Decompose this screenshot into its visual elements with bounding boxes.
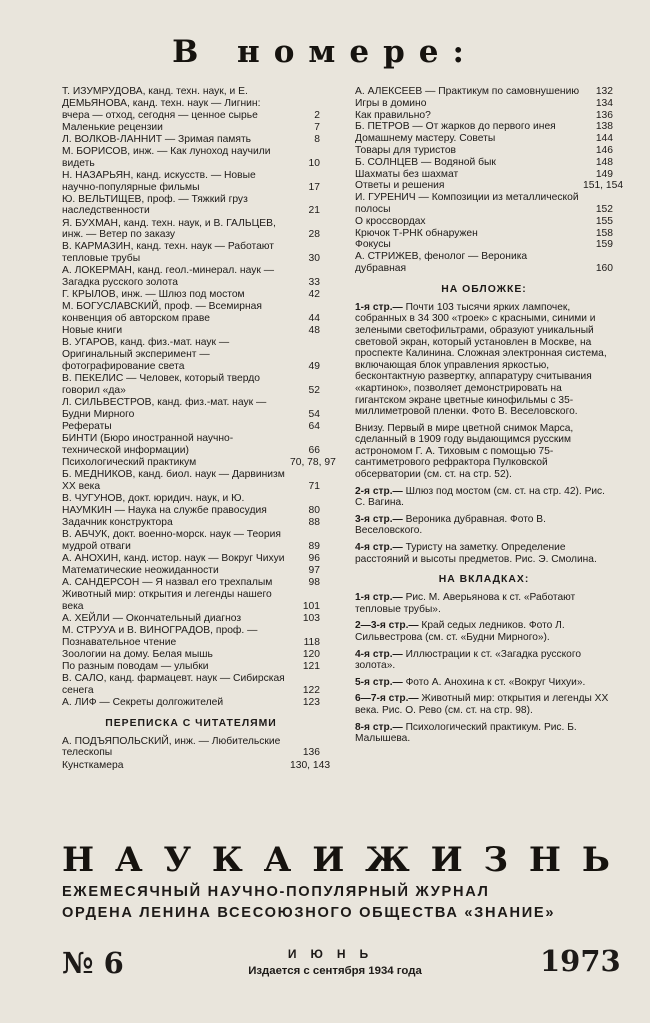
toc-entry-title: А. АЛЕКСЕЕВ — Практикум по самовнушению xyxy=(355,86,580,97)
toc-entry-title: Л. ВОЛКОВ-ЛАННИТ — Зримая память xyxy=(62,133,252,145)
toc-entry xyxy=(62,759,331,772)
toc-entry xyxy=(62,613,320,625)
caption-note xyxy=(355,592,613,615)
toc-entry xyxy=(62,736,320,760)
toc-entry xyxy=(355,239,613,251)
issue-number: № 6 xyxy=(62,946,124,980)
toc-entry xyxy=(355,86,613,98)
caption-text: Животный мир: открытия и легенды XX века. Рис. О. Рево (см. ст. на стр. 98). xyxy=(355,693,609,716)
toc-entry-page: 132 xyxy=(595,86,613,97)
caption-note xyxy=(355,693,613,716)
caption-page-label: 2-я стр.— xyxy=(355,485,406,497)
toc-entry xyxy=(62,493,320,517)
toc-entry xyxy=(355,216,613,228)
magazine-title-letter: Ь xyxy=(581,840,610,880)
caption-text: Рис. М. Аверьянова к ст. «Работают тепловые трубы». xyxy=(355,592,576,615)
toc-entry-title: Задачник конструктора xyxy=(62,516,173,528)
magazine-title-letter: Ж xyxy=(365,840,410,880)
magazine-title-letter: К xyxy=(211,840,243,880)
toc-entry-title: Б. СОЛНЦЕВ — Водяной бык xyxy=(355,156,496,168)
toc-entry-title: А. ПОДЪЯПОЛЬСКИЙ, инж. — Любительские телескопы xyxy=(62,735,281,759)
toc-entry-title: Н. НАЗАРЬЯН, канд. искусств. — Новые научно-популярные фильмы xyxy=(62,169,256,193)
toc-entry-title: А. ХЕЙЛИ — Окончательный диагноз xyxy=(62,612,242,624)
toc-entry xyxy=(62,86,320,121)
toc-entry-title: М. СТРУУА и В. ВИНОГРАДОВ, проф. — Познавательное чтение xyxy=(62,624,258,648)
toc-entry-title: В. УГАРОВ, канд. физ.-мат. наук — Оригинальный эксперимент — фотографирование света xyxy=(62,337,230,372)
toc-entry-page: 122 xyxy=(302,684,320,696)
caption-text: Психологический практикум. Рис. Б. Малышева. xyxy=(355,721,577,745)
toc-entry-page: 159 xyxy=(595,239,613,251)
toc-entry xyxy=(62,577,320,589)
issue-year: 1973 xyxy=(540,944,621,978)
toc-entry xyxy=(62,134,320,146)
toc-entry-title: Ответы и решения xyxy=(355,180,445,192)
magazine-title-letter: Н xyxy=(62,840,95,880)
published-since: Издается с сентября 1934 года xyxy=(248,965,422,977)
toc-entry-title: По разным поводам — улыбки xyxy=(62,660,209,672)
toc-entry xyxy=(62,421,320,433)
toc-entry-page: 155 xyxy=(595,215,613,227)
magazine-subtitle-2: ОРДЕНА ЛЕНИНА ВСЕСОЮЗНОГО ОБЩЕСТВА «ЗНАНИЕ» xyxy=(62,905,556,921)
caption-text: Внизу. Первый в мире цветной снимок Марса, сделанный в 1909 году выдающимся русским астрономом Г. А. Тиховым с помощью 75-сантиметрового рефрактора Пулковской обсерватории (см. ст. на стр. 52). xyxy=(355,422,574,481)
caption-text: Туристу на заметку. Определение расстояний и высоты предметов. Рис. Э. Смолина. xyxy=(355,542,597,565)
toc-entry-page: 158 xyxy=(595,227,613,239)
toc-entry-title: Б. МЕДНИКОВ, канд. биол. наук — Дарвинизм XX века xyxy=(62,468,285,492)
toc-entry-page: 2 xyxy=(314,109,320,121)
cover-section-title: НА ОБЛОЖКЕ: xyxy=(441,283,527,295)
toc-entry-page: 98 xyxy=(308,576,320,588)
toc-entry-page: 134 xyxy=(595,97,613,109)
toc-entry-page: 149 xyxy=(595,168,613,180)
toc-entry xyxy=(62,649,320,661)
caption-text: Почти 103 тысячи ярких лампочек, собранных в 34 300 «троек» с красными, синими и зелеными светофильтрами, образуют уникальный световой экран, который установлен в Москве, на проспекте Калинина. Сложная электронная система, включающая блок управления яркостью, бесконтактную развертку, аппаратуру считывания «картинок», позволяет демонстрировать на гигантском экране цветные кинофильмы с 35-миллиметровой пленки. Фото В. Веселовского. xyxy=(355,301,607,418)
toc-entry-page: 10 xyxy=(308,157,320,169)
toc-entry-title: Домашнему мастеру. Советы xyxy=(355,133,496,145)
caption-page-label: 1-я стр.— xyxy=(355,592,406,604)
toc-entry-page: 146 xyxy=(595,144,613,156)
toc-entry xyxy=(355,169,613,181)
toc-entry xyxy=(62,517,320,529)
caption-note xyxy=(355,542,613,565)
toc-entry-title: БИНТИ (Бюро иностранной научно-технической информации) xyxy=(62,432,234,456)
magazine-title-letter: У xyxy=(163,840,192,880)
toc-entry xyxy=(355,133,613,145)
toc-entry-page: 8 xyxy=(314,133,320,145)
magazine-title-letter: И xyxy=(312,840,345,880)
toc-entry-page: 80 xyxy=(308,504,320,516)
toc-entry-page: 118 xyxy=(303,636,320,648)
toc-left-column xyxy=(62,86,336,772)
toc-entry-title: Б. ПЕТРОВ — От жарков до первого инея xyxy=(355,121,556,133)
toc-entry-title: Л. СИЛЬВЕСТРОВ, канд. физ.-мат. наук — Будни Мирного xyxy=(62,396,267,420)
toc-entry xyxy=(355,98,613,110)
magazine-title-letter: Н xyxy=(528,840,562,880)
toc-entry xyxy=(62,289,320,301)
toc-entry-page: 54 xyxy=(308,408,320,420)
toc-entry-page: 7 xyxy=(314,121,320,133)
toc-entry-page: 64 xyxy=(308,420,320,432)
toc-entry-title: В. КАРМАЗИН, канд. техн. наук — Работают тепловые трубы xyxy=(62,241,275,265)
toc-entry-page: 48 xyxy=(308,325,320,337)
toc-entry-page: 152 xyxy=(595,203,613,215)
toc-entry-page: 70, 78, 97 xyxy=(290,456,336,468)
toc-entry-page: 130, 143 xyxy=(290,759,331,771)
toc-entry xyxy=(62,529,320,553)
toc-entry xyxy=(62,673,320,697)
toc-entry-title: Зоологии на дому. Белая мышь xyxy=(62,648,213,660)
toc-entry-title: А. АНОХИН, канд. истор. наук — Вокруг Чихуи xyxy=(62,552,285,564)
toc-entry xyxy=(62,661,320,673)
toc-entry-title: Маленькие рецензии xyxy=(62,121,163,133)
toc-entry xyxy=(62,373,320,397)
toc-entry-page: 121 xyxy=(302,660,320,672)
toc-entry-page: 52 xyxy=(308,384,320,396)
correspondence-title: ПЕРЕПИСКА С ЧИТАТЕЛЯМИ xyxy=(105,717,277,729)
toc-entry xyxy=(62,301,320,325)
toc-entry xyxy=(355,157,613,169)
toc-entry xyxy=(62,565,320,577)
magazine-title-letter: З xyxy=(483,840,509,880)
magazine-title-letter: А xyxy=(263,840,292,880)
toc-entry-page: 88 xyxy=(308,516,320,528)
toc-entry-title: Товары для туристов xyxy=(355,144,457,156)
toc-entry-page: 71 xyxy=(308,480,320,492)
toc-entry-title: Кунсткамера xyxy=(62,759,124,771)
toc-entry xyxy=(62,122,320,134)
toc-entry-title: Психологический практикум xyxy=(62,456,197,468)
toc-entry-title: М. БОГУСЛАВСКИЙ, проф. — Всемирная конвенция об авторском праве xyxy=(62,301,262,325)
caption-page-label: 3-я стр.— xyxy=(355,513,406,525)
toc-entry-title: А. ЛОКЕРМАН, канд. геол.-минерал. наук — Загадка русского золота xyxy=(62,265,275,289)
toc-entry-title: Я. БУХМАН, канд. техн. наук, и В. ГАЛЬЦЕВ, инж. — Ветер по заказу xyxy=(62,217,276,241)
issue-month: ИЮНЬ xyxy=(287,947,383,961)
toc-entry xyxy=(355,145,613,157)
caption-note xyxy=(355,514,613,537)
inserts-section-title: НА ВКЛАДКАХ: xyxy=(438,574,530,586)
toc-entry-page: 144 xyxy=(595,133,613,145)
toc-entry xyxy=(62,146,320,170)
toc-entry-page: 21 xyxy=(308,205,320,217)
toc-entry-page: 148 xyxy=(595,156,613,168)
toc-entry xyxy=(62,397,320,421)
caption-text: Иллюстрации к ст. «Загадка русского золота». xyxy=(355,648,582,672)
toc-entry-title: В. ЧУГУНОВ, докт. юридич. наук, и Ю. НАУМКИН — Наука на службе правосудия xyxy=(62,492,267,516)
magazine-title xyxy=(62,840,610,880)
toc-entry-page: 42 xyxy=(308,289,320,301)
toc-entry xyxy=(355,180,624,192)
toc-entry-title: Ю. ВЕЛЬТИЩЕВ, проф. — Тяжкий груз наследственности xyxy=(62,193,248,217)
toc-entry-page: 136 xyxy=(302,747,320,759)
caption-page-label: 2—3-я стр.— xyxy=(355,620,422,632)
toc-left-tail-list xyxy=(62,735,331,772)
toc-entry xyxy=(62,241,320,265)
toc-entry-title: Т. ИЗУМРУДОВА, канд. техн. наук, и Е. ДЕМЬЯНОВА, канд. техн. наук — Лигнин: вчера — отход, сегодня — ценное сырье xyxy=(62,86,261,121)
toc-entry-title: В. АБЧУК, докт. военно-морск. наук — Теория мудрой отваги xyxy=(62,528,281,552)
toc-entry-page: 160 xyxy=(595,262,613,274)
toc-entry xyxy=(62,469,320,493)
toc-entry-title: Новые книги xyxy=(62,325,123,337)
caption-note xyxy=(355,620,613,643)
toc-entry xyxy=(62,625,320,649)
toc-entry-page: 138 xyxy=(595,121,613,133)
toc-entry-page: 151, 154 xyxy=(583,180,624,192)
toc-entry-page: 17 xyxy=(308,181,320,193)
caption-page-label: 6—7-я стр.— xyxy=(355,693,422,705)
toc-entry-title: Крючок Т-РНК обнаружен xyxy=(355,227,478,239)
toc-entry-title: Игры в домино xyxy=(355,97,427,109)
toc-entry xyxy=(355,110,613,122)
toc-entry xyxy=(62,697,320,709)
toc-entry-title: В. САЛО, канд. фармацевт. наук — Сибирская сенега xyxy=(62,672,285,696)
toc-entry-page: 120 xyxy=(302,648,320,660)
toc-entry xyxy=(355,228,613,240)
toc-entry-title: Шахматы без шахмат xyxy=(355,168,459,180)
toc-entry xyxy=(355,192,613,216)
toc-entry xyxy=(62,337,320,372)
toc-entry-title: В. ПЕКЕЛИС — Человек, который твердо говорил «да» xyxy=(62,372,260,396)
caption-text: Вероника дубравная. Фото В. Веселовского. xyxy=(355,513,546,537)
toc-entry xyxy=(355,121,613,133)
caption-page-label: 4-я стр.— xyxy=(355,542,406,554)
insert-notes xyxy=(355,592,613,745)
toc-entry-page: 30 xyxy=(308,253,320,265)
toc-entry-title: Животный мир: открытия и легенды нашего века xyxy=(62,588,272,612)
magazine-title-letter: А xyxy=(114,840,143,880)
toc-entry-page: 97 xyxy=(308,564,320,576)
toc-entry-page: 49 xyxy=(308,360,320,372)
toc-entry-page: 44 xyxy=(308,313,320,325)
magazine-subtitle-1: ЕЖЕМЕСЯЧНЫЙ НАУЧНО-ПОПУЛЯРНЫЙ ЖУРНАЛ xyxy=(62,884,490,900)
toc-entry xyxy=(62,194,320,218)
caption-note xyxy=(355,722,613,745)
toc-entry xyxy=(62,589,320,613)
toc-entry-title: Г. КРЫЛОВ, инж. — Шлюз под мостом xyxy=(62,289,245,301)
toc-entry-page: 123 xyxy=(302,696,320,708)
toc-entry xyxy=(62,325,320,337)
caption-note xyxy=(355,649,613,672)
toc-entry-title: И. ГУРЕНИЧ — Композиции из металлической полосы xyxy=(355,192,579,215)
caption-page-label: 8-я стр.— xyxy=(355,721,406,733)
toc-right-list xyxy=(355,86,624,275)
magazine-title-letter: И xyxy=(430,840,463,880)
toc-entry-page: 66 xyxy=(308,444,320,456)
toc-entry xyxy=(355,251,613,275)
caption-text: Фото А. Анохина к ст. «Вокруг Чихуи». xyxy=(405,676,586,688)
toc-entry-title: А. ЛИФ — Секреты долгожителей xyxy=(62,696,224,708)
toc-entry xyxy=(62,218,320,242)
toc-entry-title: А. СТРИЖЕВ, фенолог — Вероника дубравная xyxy=(355,251,528,274)
toc-entry-title: Математические неожиданности xyxy=(62,564,219,576)
toc-entry-page: 96 xyxy=(308,552,320,564)
toc-entry-page: 136 xyxy=(595,109,613,121)
caption-page-label: 4-я стр.— xyxy=(355,648,406,660)
toc-entry xyxy=(62,170,320,194)
toc-entry-title: Рефераты xyxy=(62,420,112,432)
toc-entry xyxy=(62,265,320,289)
toc-entry-title: М. БОРИСОВ, инж. — Как луноход научили видеть xyxy=(62,145,271,169)
page-heading: В номере: xyxy=(172,34,478,70)
toc-entry xyxy=(62,433,320,457)
toc-entry-title: А. САНДЕРСОН — Я назвал его трехпалым xyxy=(62,576,273,588)
toc-entry-page: 101 xyxy=(302,600,320,612)
toc-left-list xyxy=(62,86,336,709)
cover-notes xyxy=(355,302,613,565)
toc-entry xyxy=(62,553,320,565)
caption-page-label: 5-я стр.— xyxy=(355,676,406,688)
caption-page-label: 1-я стр.— xyxy=(355,301,406,313)
toc-entry-title: О кроссвордах xyxy=(355,215,426,227)
toc-entry-page: 28 xyxy=(308,229,320,241)
caption-text: Шлюз под мостом (см. ст. на стр. 42). Рис. С. Вагина. xyxy=(355,485,605,509)
toc-entry-page: 103 xyxy=(302,612,320,624)
toc-entry-title: Фокусы xyxy=(355,239,391,251)
caption-note xyxy=(355,486,613,509)
caption-note xyxy=(355,423,613,481)
toc-entry-page: 33 xyxy=(308,277,320,289)
caption-text: Край седых ледников. Фото Л. Сильвестрова (см. ст. «Будни Мирного»). xyxy=(355,620,565,643)
toc-entry xyxy=(62,456,336,469)
toc-entry-title: Как правильно? xyxy=(355,109,431,121)
caption-note xyxy=(355,302,613,418)
toc-right-column xyxy=(355,86,624,750)
caption-note xyxy=(355,677,613,689)
toc-entry-page: 89 xyxy=(308,540,320,552)
